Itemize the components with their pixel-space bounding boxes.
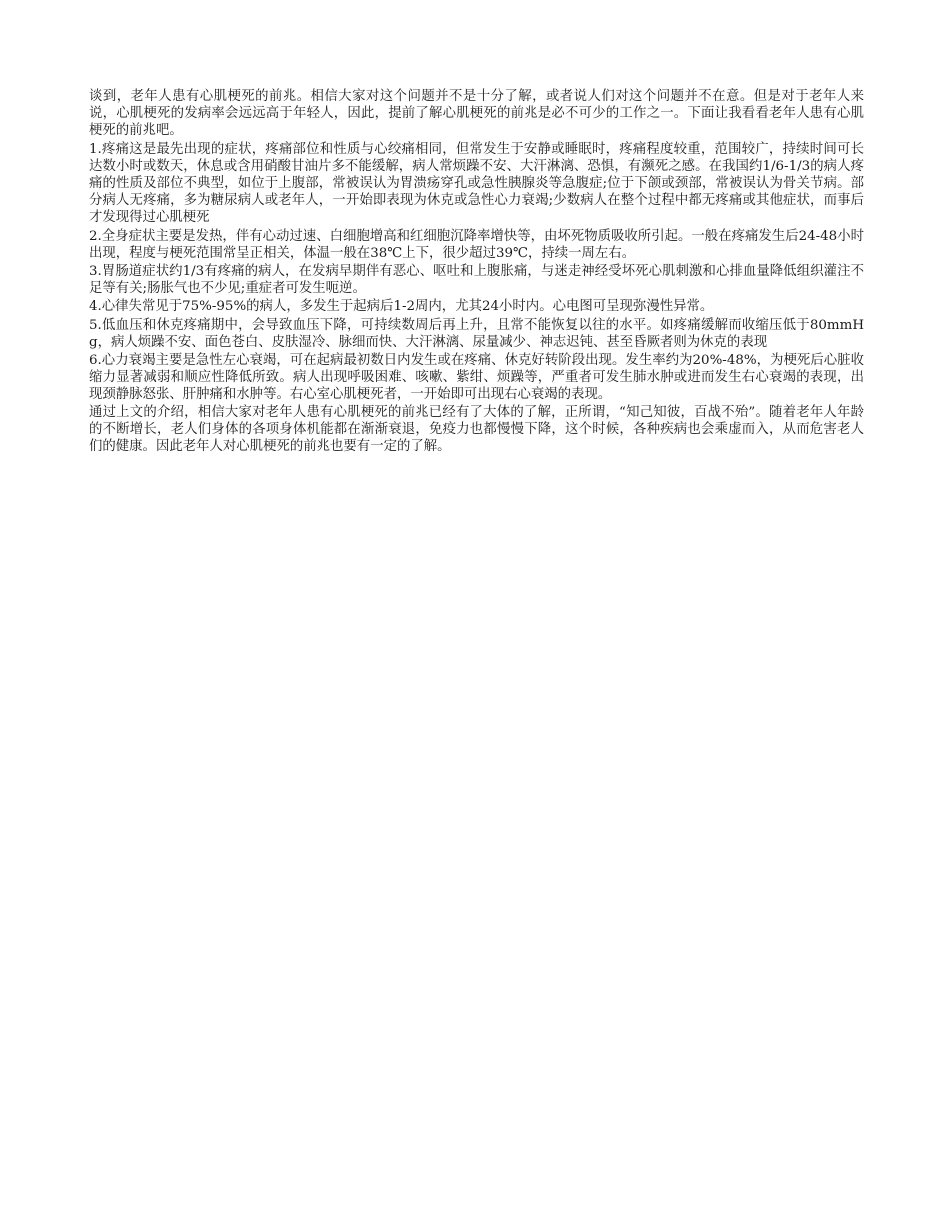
symptom-item-hypotension-shock: 5.低血压和休克疼痛期中，会导致血压下降，可持续数周后再上升，且常不能恢复以往的水平。如疼痛缓解而收缩压低于80mmHg，病人烦躁不安、面色苍白、皮肤湿冷、脉细而快、大汗淋漓、尿量减少、神志迟钝、甚至昏厥者则为休克的表现 (89, 317, 864, 350)
symptom-item-systemic: 2.全身症状主要是发热，伴有心动过速、白细胞增高和红细胞沉降率增快等，由坏死物质吸收所引起。一般在疼痛发生后24-48小时出现，程度与梗死范围常呈正相关，体温一般在38℃上下，很少超过39℃，持续一周左右。 (89, 228, 864, 261)
symptom-item-heart-failure: 6.心力衰竭主要是急性左心衰竭，可在起病最初数日内发生或在疼痛、休克好转阶段出现。发生率约为20%-48%，为梗死后心脏收缩力显著减弱和顺应性降低所致。病人出现呼吸困难、咳嗽、紫绀、烦躁等，严重者可发生肺水肿或进而发生右心衰竭的表现，出现颈静脉怒张、肝肿痛和水肿等。右心室心肌梗死者，一开始即可出现右心衰竭的表现。 (89, 353, 864, 403)
intro-paragraph: 谈到，老年人患有心肌梗死的前兆。相信大家对这个问题并不是十分了解，或者说人们对这个问题并不在意。但是对于老年人来说，心肌梗死的发病率会远远高于年轻人，因此，提前了解心肌梗死的前兆是必不可少的工作之一。下面让我看看老年人患有心肌梗死的前兆吧。 (89, 89, 864, 139)
symptom-item-arrhythmia: 4.心律失常见于75%-95%的病人，多发生于起病后1-2周内，尤其24小时内。心电图可呈现弥漫性异常。 (89, 299, 714, 315)
conclusion-paragraph: 通过上文的介绍，相信大家对老年人患有心肌梗死的前兆已经有了大体的了解，正所谓，“知己知彼，百战不殆”。随着老年人年龄的不断增长，老人们身体的各项身体机能都在渐渐衰退，免疫力也都慢慢下降，这个时候，各种疾病也会乘虚而入，从而危害老人们的健康。因此老年人对心肌梗死的前兆也要有一定的了解。 (89, 404, 864, 455)
symptom-item-gastrointestinal: 3.胃肠道症状约1/3有疼痛的病人，在发病早期伴有恶心、呕吐和上腹胀痛，与迷走神经受坏死心肌刺激和心排血量降低组织灌注不足等有关;肠胀气也不少见;重症者可发生呃逆。 (89, 264, 864, 297)
document-body (89, 88, 864, 455)
symptom-item-pain: 1.疼痛这是最先出现的症状，疼痛部位和性质与心绞痛相同，但常发生于安静或睡眠时，疼痛程度较重，范围较广，持续时间可长达数小时或数天，休息或含用硝酸甘油片多不能缓解，病人常烦躁不安、大汗淋漓、恐惧，有濒死之感。在我国约1/6-1/3的病人疼痛的性质及部位不典型，如位于上腹部，常被误认为胃溃疡穿孔或急性胰腺炎等急腹症;位于下颌或颈部，常被误认为骨关节病。部分病人无疼痛，多为糖尿病人或老年人，一开始即表现为休克或急性心力衰竭;少数病人在整个过程中都无疼痛或其他症状，而事后才发现得过心肌梗死 (89, 141, 864, 226)
